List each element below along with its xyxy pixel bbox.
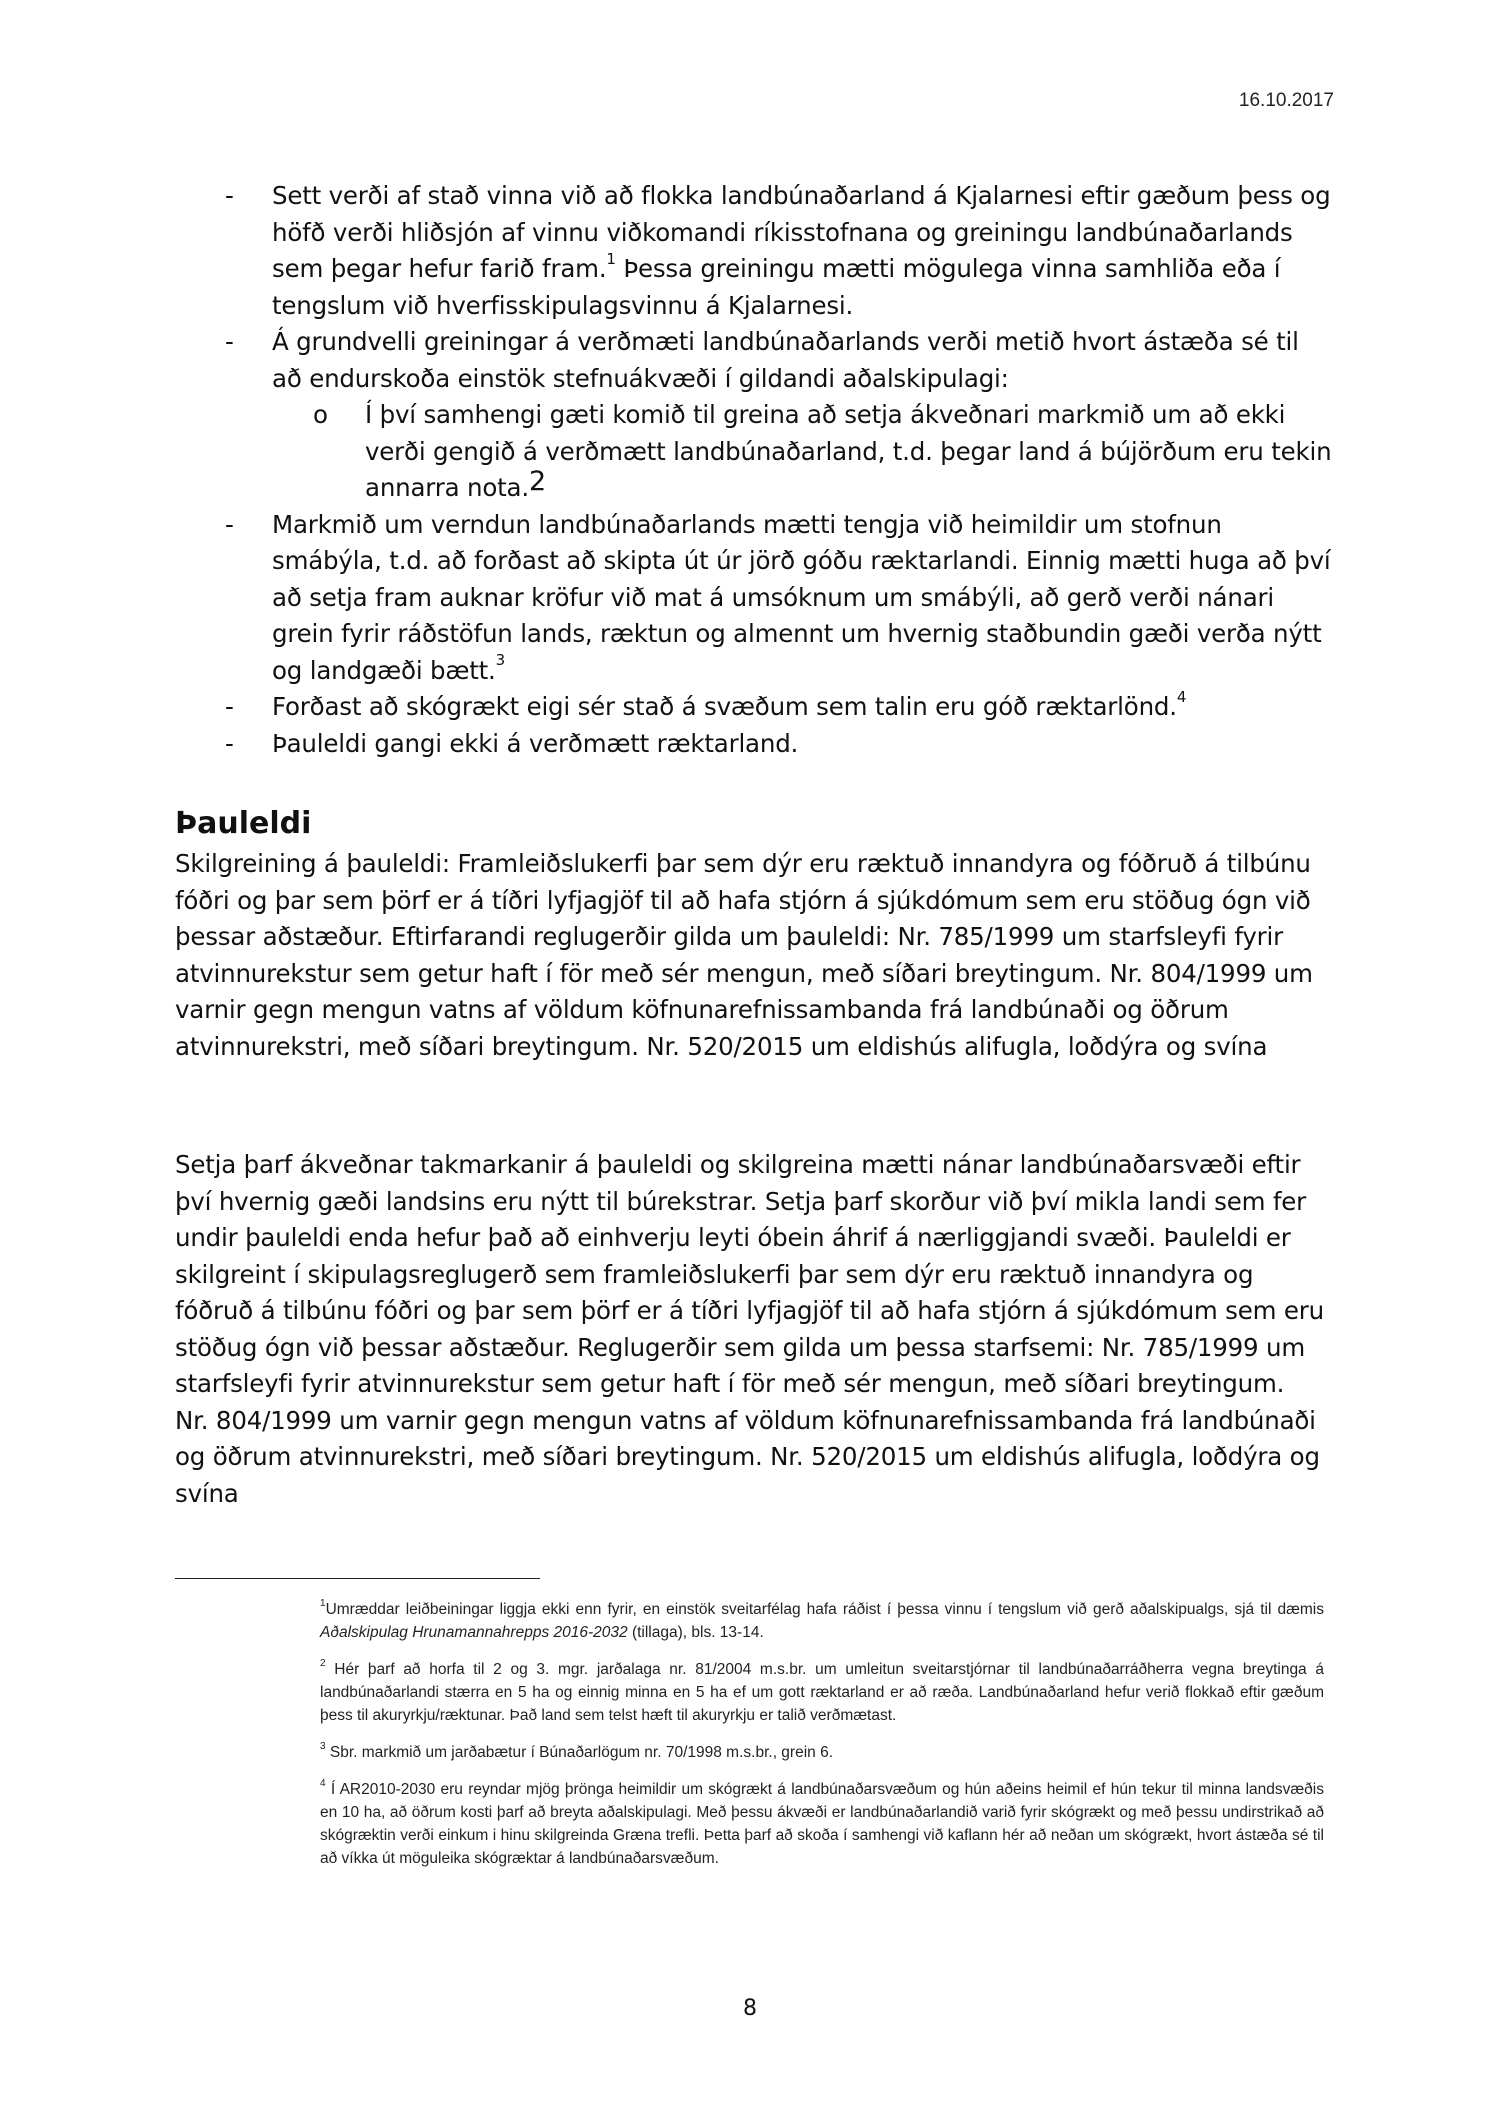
page-number: 8 [743, 1996, 757, 2021]
footnote-number: 4 [320, 1777, 326, 1789]
list-item-text: Á grundvelli greiningar á verðmæti landbúnaðarlands verði metið hvort ástæða sé til að endurskoða einstök stefnuákvæði í gildandi aðalskipulagi: [272, 327, 1299, 393]
sub-list-item [175, 397, 1335, 507]
list-item-text: Í því samhengi gæti komið til greina að setja ákveðnari markmið um að ekki verði gengið á verðmætt landbúnaðarland, t.d. þegar land á bújörðum eru tekin annarra nota. [365, 400, 1332, 502]
footnote [320, 1778, 1324, 1870]
footnote-number: 3 [320, 1740, 326, 1752]
footnotes [320, 1598, 1324, 1884]
list-item-text: Forðast að skógrækt eigi sér stað á svæðum sem talin eru góð ræktarlönd. [272, 692, 1177, 721]
footnote-text: Sbr. markmið um jarðabætur í Búnaðarlögum nr. 70/1998 m.s.br., grein 6. [325, 1744, 834, 1761]
footnote [320, 1658, 1324, 1727]
footnote-text: (tillaga), bls. 13-14. [627, 1624, 764, 1641]
footnote-ref: 3 [495, 651, 505, 670]
bullet-circle: o [313, 400, 328, 429]
list-item-text: Þessa greiningu mætti mögulega vinna samhliða eða í tengslum við hverfisskipulagsvinnu á Kjalarnesi. [272, 254, 1281, 320]
list-item-text: Þauleldi gangi ekki á verðmætt ræktarland. [272, 728, 799, 758]
footnote-ref: 1 [606, 249, 616, 268]
footnote-ref: 2 [528, 466, 546, 497]
list-item [175, 726, 1335, 763]
bullet-dash: - [225, 728, 234, 758]
list-item-text: Sett verði af stað vinna við að flokka landbúnaðarland á Kjalarnesi eftir gæðum þess og höfð verði hliðsjón af vinnu viðkomandi ríkisstofnana og greiningu landbúnaðarlands sem þegar hefur farið fram. [272, 181, 1331, 283]
list-item [175, 324, 1335, 397]
footnote [320, 1598, 1324, 1644]
footnote-text: Hér þarf að horfa til 2 og 3. mgr. jarðalaga nr. 81/2004 m.s.br. um umleitun sveitarstjórnar til landbúnaðarráðherra vegna breytinga á landbúnaðarlandi stærra en 5 ha og einnig minna en 5 ha ef um gott ræktarland er að ræða. Landbúnaðarland hefur verið flokkað eftir gæðum þess til akuryrkju/ræktunar. Það land sem telst hæft til akuryrkju er talið verðmætast. [320, 1661, 1324, 1724]
bullet-list [175, 178, 1335, 762]
bullet-dash: - [225, 509, 234, 539]
footnote-text: Umræddar leiðbeiningar liggja ekki enn fyrir, en einstök sveitarfélag hafa ráðist í þessa vinnu í tengslum við gerð aðalskipualgs, sjá til dæmis [325, 1601, 1324, 1618]
list-item [175, 178, 1335, 324]
list-item [175, 689, 1335, 726]
bullet-dash: - [225, 692, 234, 721]
header-date: 16.10.2017 [1238, 90, 1334, 111]
bullet-dash: - [225, 181, 234, 210]
definition-paragraph: Skilgreining á þauleldi: Framleiðslukerfi þar sem dýr eru ræktuð innandyra og fóðruð á tilbúnu fóðri og þar sem þörf er á tíðri lyfjagjöf til að hafa stjórn á sjúkdómum sem eru stöðug ógn við þessar aðstæður. Eftirfarandi reglugerðir gilda um þauleldi: Nr. 785/1999 um starfsleyfi fyrir atvinnurekstur sem getur haft í för með sér mengun, með síðari breytingum. Nr. 804/1999 um varnir gegn mengun vatns af völdum köfnunarefnissambanda frá landbúnaði og öðrum atvinnurekstri, með síðari breytingum. Nr. 520/2015 um eldishús alifugla, loðdýra og svína [175, 849, 1313, 1061]
section-heading: Þauleldi [175, 806, 312, 841]
footnote-italic-title: Aðalskipulag Hrunamannahrepps 2016-2032 [320, 1624, 628, 1641]
footnote-number: 1 [320, 1597, 326, 1609]
footnote-ref: 4 [1176, 687, 1187, 706]
footnote-divider [175, 1578, 540, 1579]
footnote-number: 2 [320, 1657, 326, 1669]
list-item [175, 507, 1335, 690]
footnote-text: Í AR2010-2030 eru reyndar mjög þrönga heimildir um skógrækt á landbúnaðarsvæðum og hún aðeins heimil ef hún tekur til minna landsvæðis en 10 ha, að öðrum kosti þarf að breyta aðalskipulagi. Með þessu ákvæði er landbúnaðarlandið varið fyrir skógrækt og með þessu undirstrikað að skógræktin verði einkum i hinu skilgreinda Græna trefli. Þetta þarf að skoða í samhengi við kaflann hér að neðan um skógrækt, hvort ástæða sé til að víkka út möguleika skógræktar á landbúnaðarsvæðum. [320, 1781, 1324, 1867]
policy-paragraph: Setja þarf ákveðnar takmarkanir á þauleldi og skilgreina mætti nánar landbúnaðarsvæði eftir því hvernig gæði landsins eru nýtt til búrekstrar. Setja þarf skorður við því mikla landi sem fer undir þauleldi enda hefur það að einhverju leyti óbein áhrif á nærliggjandi svæði. Þauleldi er skilgreint í skipulagsreglugerð sem framleiðslukerfi þar sem dýr eru ræktuð innandyra og fóðruð á tilbúnu fóðri og þar sem þörf er á tíðri lyfjagjöf til að hafa stjórn á sjúkdómum sem eru stöðug ógn við þessar aðstæður. Reglugerðir sem gilda um þessa starfsemi: Nr. 785/1999 um starfsleyfi fyrir atvinnurekstur sem getur haft í för með sér mengun, með síðari breytingum. Nr. 804/1999 um varnir gegn mengun vatns af völdum köfnunarefnissambanda frá landbúnaði og öðrum atvinnurekstri, með síðari breytingum. Nr. 520/2015 um eldishús alifugla, loðdýra og svína [175, 1150, 1324, 1508]
footnote [320, 1741, 1324, 1764]
list-item-text: Markmið um verndun landbúnaðarlands mætti tengja við heimildir um stofnun smábýla, t.d. að forðast að skipta út úr jörð góðu ræktarlandi. Einnig mætti huga að því að setja fram auknar kröfur við mat á umsóknum um smábýli, að gerð verði nánari grein fyrir ráðstöfun lands, ræktun og almennt um hvernig staðbundin gæði verða nýtt og landgæði bætt. [272, 509, 1331, 685]
bullet-dash: - [225, 327, 234, 356]
